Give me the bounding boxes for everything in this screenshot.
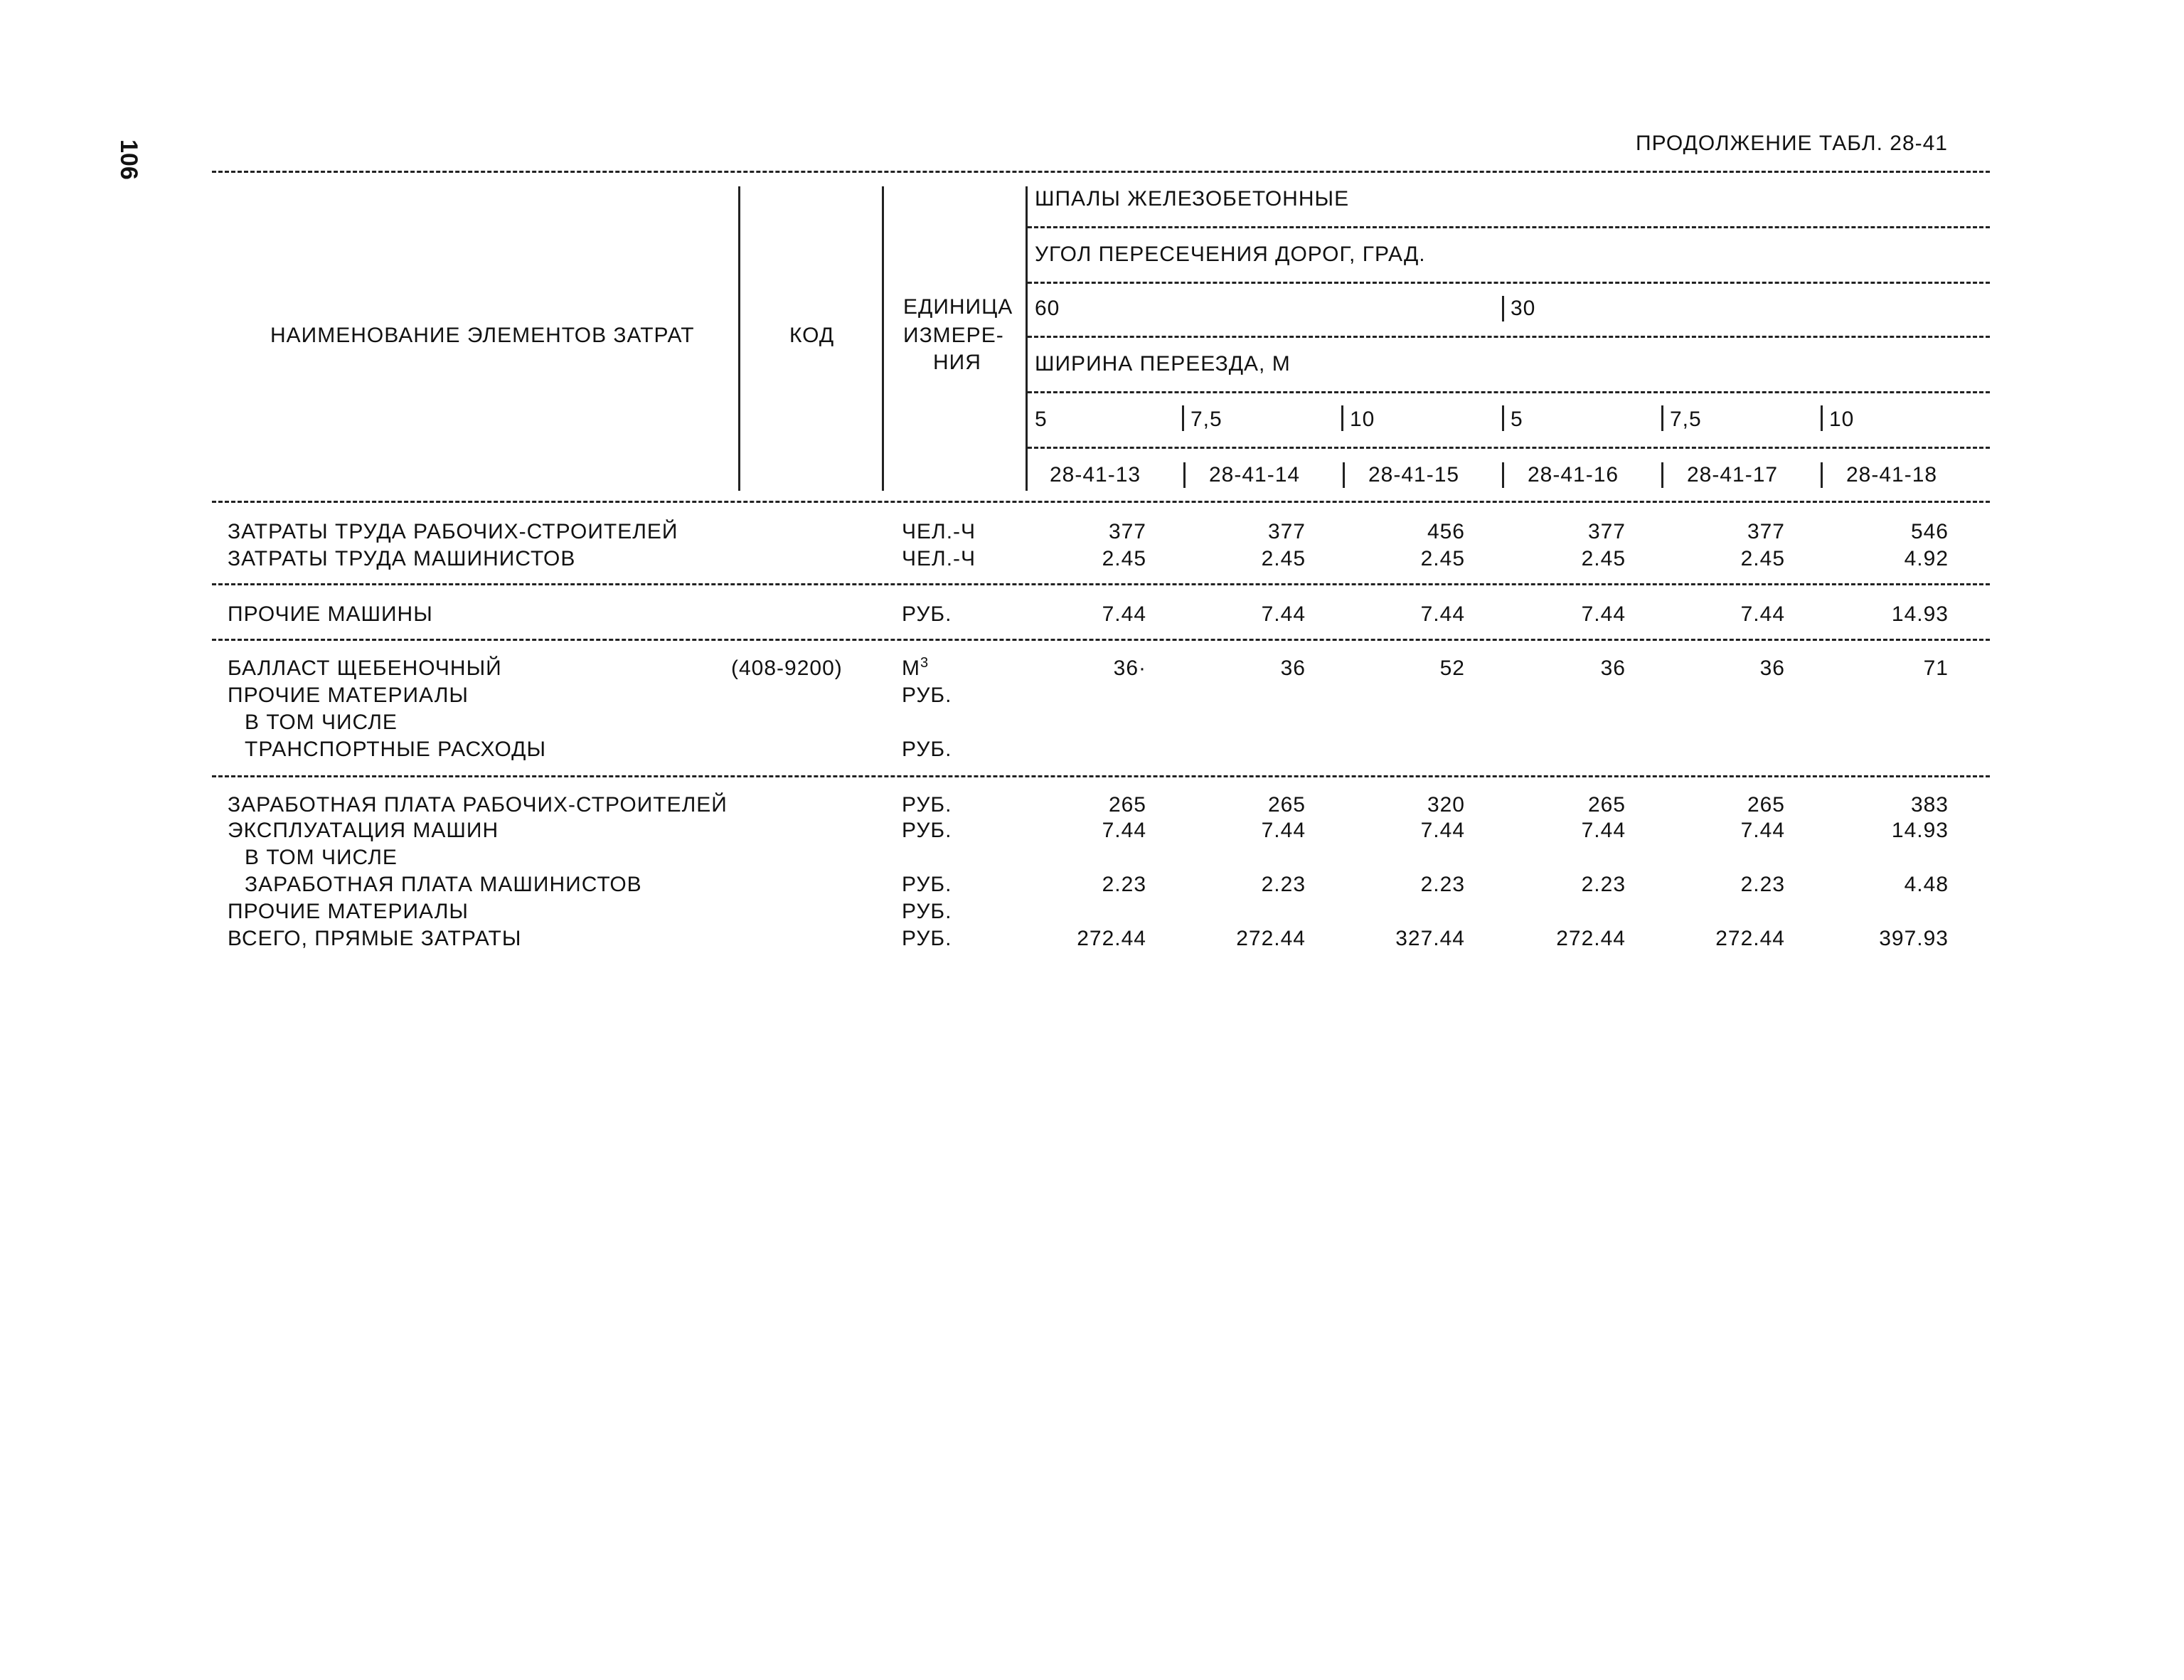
rule-group-1 xyxy=(212,583,1990,585)
row-value-col-6: 14.93 xyxy=(1891,602,1949,626)
row-name: ЗАРАБОТНАЯ ПЛАТА РАБОЧИХ-СТРОИТЕЛЕЙ xyxy=(228,793,728,817)
row-value-col-3: 2.23 xyxy=(1420,873,1465,896)
header-code-2: 28-41-14 xyxy=(1209,463,1301,487)
row-name: ЗАРАБОТНАЯ ПЛАТА МАШИНИСТОВ xyxy=(245,873,642,896)
vrule-angle xyxy=(1502,296,1504,321)
row-value-col-2: 377 xyxy=(1267,520,1306,543)
vrule-name-code xyxy=(738,186,740,491)
row-value-col-1: 272.44 xyxy=(1077,927,1146,950)
header-unit-1: ЕДИНИЦА xyxy=(903,295,1013,319)
row-unit: РУБ. xyxy=(902,602,952,626)
header-width-4: 5 xyxy=(1511,408,1523,431)
row-unit-exponent: 3 xyxy=(920,655,929,671)
row-unit: $М^3$ xyxy=(902,655,929,680)
row-value-col-2: 36 xyxy=(1280,656,1306,680)
header-angle-30: 30 xyxy=(1511,297,1536,320)
vrule-width-3 xyxy=(1341,405,1343,431)
row-value-col-5: 265 xyxy=(1747,793,1785,817)
rule-group-2 xyxy=(212,639,1990,641)
row-value-col-5: 7.44 xyxy=(1740,819,1785,842)
row-value-col-6: 4.92 xyxy=(1904,547,1949,570)
header-width-1: 5 xyxy=(1035,408,1048,431)
row-name: ТРАНСПОРТНЫЕ РАСХОДЫ xyxy=(245,738,547,761)
header-code: КОД xyxy=(789,324,835,347)
rule-header-1 xyxy=(1028,226,1990,228)
header-angle-60: 60 xyxy=(1035,297,1060,320)
row-value-col-4: 272.44 xyxy=(1556,927,1626,950)
header-width-title: ШИРИНА ПЕРЕЕЗДА, М xyxy=(1035,352,1291,376)
vrule-code-2 xyxy=(1183,462,1186,488)
row-name: ПРОЧИЕ МАШИНЫ xyxy=(228,602,433,626)
row-value-col-4: 36 xyxy=(1600,656,1626,680)
row-name: В ТОМ ЧИСЛЕ xyxy=(245,711,398,734)
vrule-code-6 xyxy=(1821,462,1823,488)
row-value-col-3: 327.44 xyxy=(1395,927,1465,950)
table-caption: ПРОДОЛЖЕНИЕ ТАБЛ. 28-41 xyxy=(1636,132,1948,155)
row-value-col-2: 272.44 xyxy=(1236,927,1306,950)
row-name: ЗАТРАТЫ ТРУДА МАШИНИСТОВ xyxy=(228,547,576,570)
row-unit: РУБ. xyxy=(902,900,952,923)
rule-top xyxy=(212,171,1990,173)
row-value-col-1: 2.45 xyxy=(1102,547,1146,570)
row-value-col-1: 377 xyxy=(1108,520,1146,543)
vrule-width-4 xyxy=(1502,405,1504,431)
row-name: В ТОМ ЧИСЛЕ xyxy=(245,846,398,869)
row-code: (408-9200) xyxy=(731,656,843,680)
row-value-col-5: 377 xyxy=(1747,520,1785,543)
row-value-col-6: 383 xyxy=(1910,793,1949,817)
header-width-2: 7,5 xyxy=(1190,408,1222,431)
row-value-col-2: 7.44 xyxy=(1261,819,1306,842)
header-code-5: 28-41-17 xyxy=(1687,463,1779,487)
row-value-col-4: 377 xyxy=(1587,520,1626,543)
rule-header-bottom xyxy=(212,501,1990,503)
vrule-code-unit xyxy=(882,186,884,491)
vrule-code-4 xyxy=(1502,462,1504,488)
rule-header-3 xyxy=(1028,336,1990,338)
vrule-unit-values xyxy=(1026,186,1028,491)
vrule-code-3 xyxy=(1343,462,1345,488)
header-width-5: 7,5 xyxy=(1670,408,1702,431)
header-code-3: 28-41-15 xyxy=(1368,463,1460,487)
row-value-col-3: 7.44 xyxy=(1420,819,1465,842)
row-value-col-1: 265 xyxy=(1108,793,1146,817)
row-name: БАЛЛАСТ ЩЕБЕНОЧНЫЙ xyxy=(228,656,502,680)
row-value-col-6: 14.93 xyxy=(1891,819,1949,842)
row-unit: ЧЕЛ.-Ч xyxy=(902,547,976,570)
row-value-col-4: 2.23 xyxy=(1581,873,1626,896)
row-value-col-5: 2.23 xyxy=(1740,873,1785,896)
row-value-col-5: 36 xyxy=(1759,656,1785,680)
row-value-col-5: 2.45 xyxy=(1740,547,1785,570)
row-value-col-6: 397.93 xyxy=(1879,927,1949,950)
header-sleepers: ШПАЛЫ ЖЕЛЕЗОБЕТОННЫЕ xyxy=(1035,187,1350,211)
header-unit-2: ИЗМЕРЕ- xyxy=(903,324,1004,347)
vrule-width-5 xyxy=(1661,405,1663,431)
header-width-6: 10 xyxy=(1829,408,1855,431)
header-name: НАИМЕНОВАНИЕ ЭЛЕМЕНТОВ ЗАТРАТ xyxy=(270,324,695,347)
row-unit: РУБ. xyxy=(902,684,952,707)
row-value-col-2: 2.23 xyxy=(1261,873,1306,896)
row-value-col-4: 7.44 xyxy=(1581,819,1626,842)
row-value-col-6: 546 xyxy=(1910,520,1949,543)
header-code-6: 28-41-18 xyxy=(1846,463,1938,487)
row-value-col-4: 7.44 xyxy=(1581,602,1626,626)
header-code-1: 28-41-13 xyxy=(1050,463,1141,487)
row-value-col-2: 265 xyxy=(1267,793,1306,817)
row-value-col-6: 4.48 xyxy=(1904,873,1949,896)
row-value-col-3: 2.45 xyxy=(1420,547,1465,570)
row-name: ПРОЧИЕ МАТЕРИАЛЫ xyxy=(228,900,469,923)
row-name: ЗАТРАТЫ ТРУДА РАБОЧИХ-СТРОИТЕЛЕЙ xyxy=(228,520,678,543)
header-width-3: 10 xyxy=(1350,408,1375,431)
row-value-col-2: 2.45 xyxy=(1261,547,1306,570)
row-value-col-3: 456 xyxy=(1427,520,1465,543)
header-unit-3: НИЯ xyxy=(933,351,981,374)
vrule-width-6 xyxy=(1821,405,1823,431)
header-code-4: 28-41-16 xyxy=(1528,463,1619,487)
row-name: ЭКСПЛУАТАЦИЯ МАШИН xyxy=(228,819,499,842)
row-value-col-4: 2.45 xyxy=(1581,547,1626,570)
rule-header-4 xyxy=(1028,391,1990,393)
row-value-col-1: 7.44 xyxy=(1102,819,1146,842)
row-unit: РУБ. xyxy=(902,819,952,842)
vrule-width-2 xyxy=(1182,405,1184,431)
row-value-col-1: 36· xyxy=(1113,656,1146,680)
row-unit: РУБ. xyxy=(902,793,952,817)
page-number: 106 xyxy=(115,139,142,180)
row-name: ПРОЧИЕ МАТЕРИАЛЫ xyxy=(228,684,469,707)
row-value-col-5: 272.44 xyxy=(1715,927,1785,950)
row-value-col-1: 7.44 xyxy=(1102,602,1146,626)
row-value-col-2: 7.44 xyxy=(1261,602,1306,626)
row-value-col-5: 7.44 xyxy=(1740,602,1785,626)
rule-header-2 xyxy=(1028,282,1990,284)
vrule-code-5 xyxy=(1661,462,1663,488)
row-unit: РУБ. xyxy=(902,873,952,896)
row-value-col-1: 2.23 xyxy=(1102,873,1146,896)
row-value-col-3: 52 xyxy=(1439,656,1465,680)
row-unit: РУБ. xyxy=(902,927,952,950)
row-value-col-4: 265 xyxy=(1587,793,1626,817)
row-value-col-3: 7.44 xyxy=(1420,602,1465,626)
row-name: ВСЕГО, ПРЯМЫЕ ЗАТРАТЫ xyxy=(228,927,522,950)
rule-group-3 xyxy=(212,775,1990,777)
row-value-col-3: 320 xyxy=(1427,793,1465,817)
row-unit: РУБ. xyxy=(902,738,952,761)
row-unit: ЧЕЛ.-Ч xyxy=(902,520,976,543)
row-value-col-6: 71 xyxy=(1923,656,1949,680)
header-angle-title: УГОЛ ПЕРЕСЕЧЕНИЯ ДОРОГ, ГРАД. xyxy=(1035,243,1426,266)
rule-header-5 xyxy=(1028,447,1990,449)
